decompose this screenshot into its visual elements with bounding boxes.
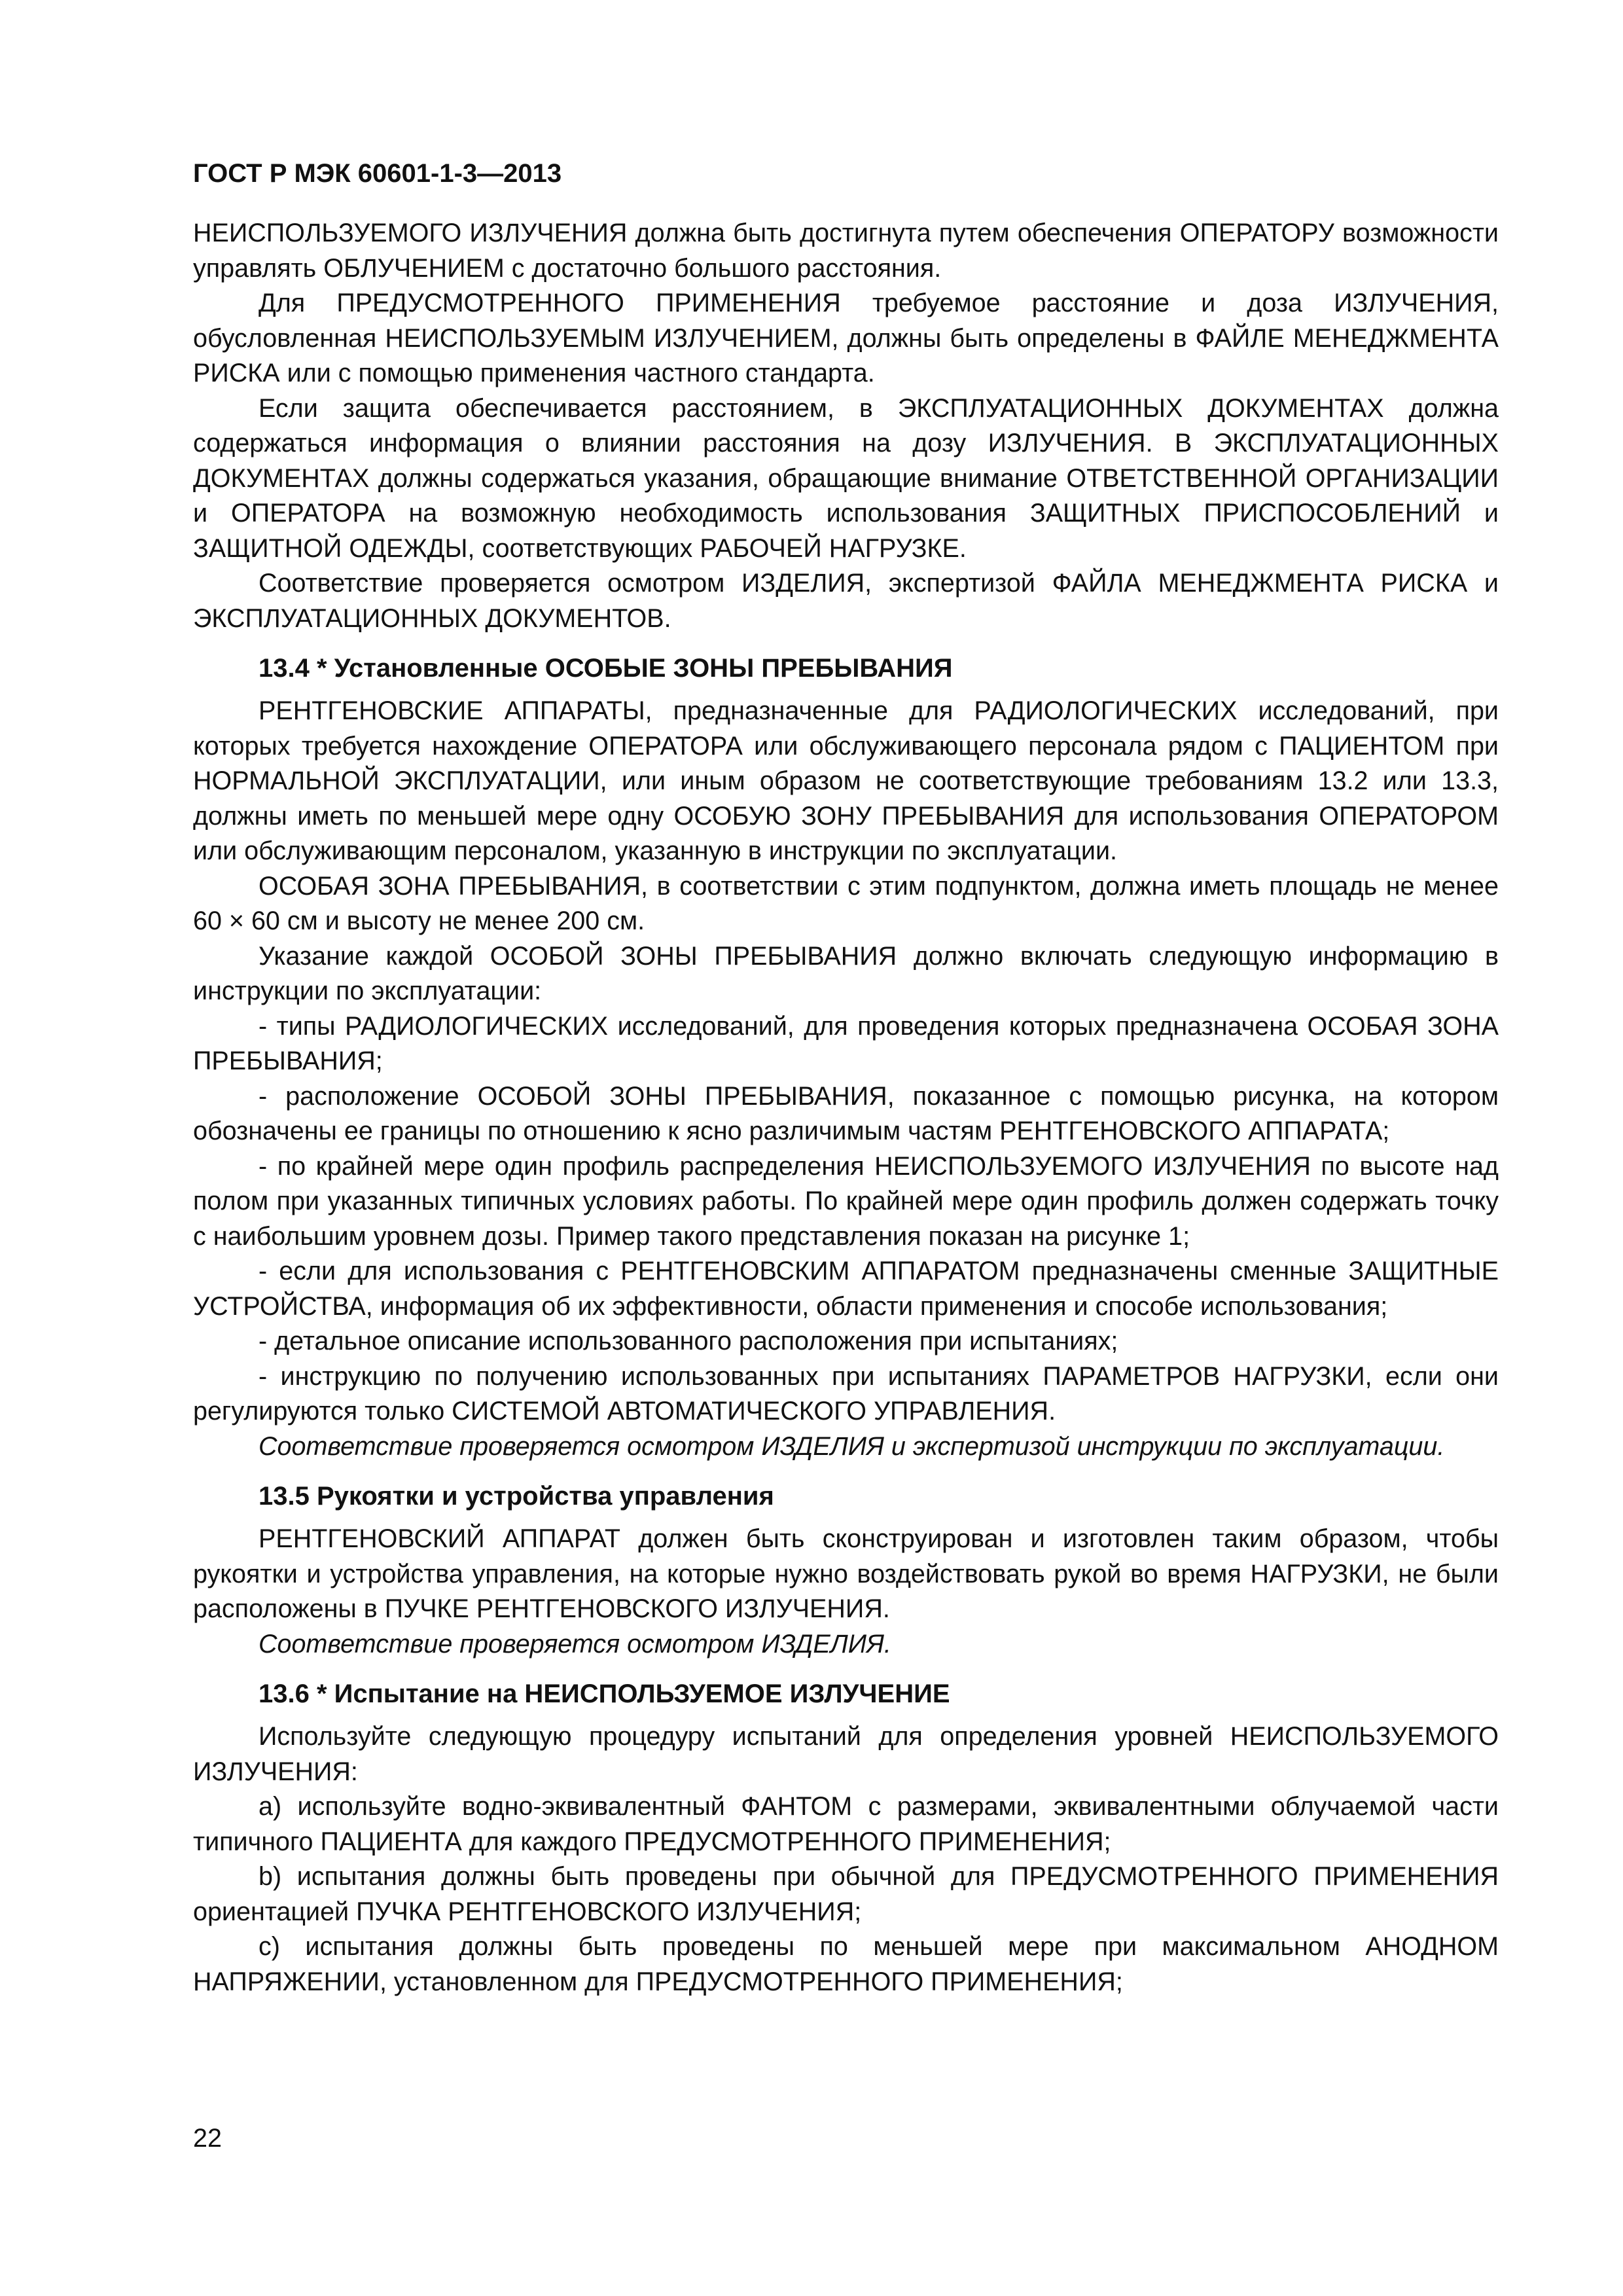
document-header: ГОСТ Р МЭК 60601-1-3—2013 — [193, 159, 562, 188]
paragraph: НЕИСПОЛЬЗУЕМОГО ИЗЛУЧЕНИЯ должна быть достигнута путем обеспечения ОПЕРАТОРУ возможности управлять ОБЛУЧЕНИЕМ с достаточно большого расстояния. — [193, 219, 1499, 283]
section-heading-13-4: 13.4 * Установленные ОСОБЫЕ ЗОНЫ ПРЕБЫВАНИЯ — [259, 654, 953, 683]
compliance-paragraph: Соответствие проверяется осмотром ИЗДЕЛИЯ и экспертизой инструкции по эксплуатации. — [259, 1431, 1445, 1461]
paragraph: РЕНТГЕНОВСКИЙ АППАРАТ должен быть сконструирован и изготовлен таким образом, чтобы рукоятки и устройства управления, на которые нужно воздействовать рукой во время НАГРУЗКИ, не были расположены в ПУЧКЕ РЕНТГЕНОВСКОГО ИЗЛУЧЕНИЯ. — [193, 1524, 1499, 1623]
page-number: 22 — [193, 2124, 222, 2153]
list-item: - типы РАДИОЛОГИЧЕСКИХ исследований, для проведения которых предназначена ОСОБАЯ ЗОНА ПРЕБЫВАНИЯ; — [193, 1011, 1499, 1075]
list-item: - расположение ОСОБОЙ ЗОНЫ ПРЕБЫВАНИЯ, показанное с помощью рисунка, на котором обозначены ее границы по отношению к ясно различимым частям РЕНТГЕНОВСКОГО АППАРАТА; — [193, 1081, 1499, 1145]
list-item: - если для использования с РЕНТГЕНОВСКИМ АППАРАТОМ предназначены сменные ЗАЩИТНЫЕ УСТРОЙСТВА, информация об их эффективности, области применения и способе использования; — [193, 1257, 1499, 1321]
paragraph: Для ПРЕДУСМОТРЕННОГО ПРИМЕНЕНИЯ требуемое расстояние и доза ИЗЛУЧЕНИЯ, обусловленная НЕИСПОЛЬЗУЕМЫМ ИЗЛУЧЕНИЕМ, должны быть определены в ФАЙЛЕ МЕНЕДЖМЕНТА РИСКА или с помощью применения частного стандарта. — [193, 289, 1499, 387]
paragraph: Если защита обеспечивается расстоянием, в ЭКСПЛУАТАЦИОННЫХ ДОКУМЕНТАХ должна содержаться информация о влиянии расстояния на дозу ИЗЛУЧЕНИЯ. В ЭКСПЛУАТАЦИОННЫХ ДОКУМЕНТАХ должны содержаться указания, обращающие внимание ОТВЕТСТВЕННОЙ ОРГАНИЗАЦИИ и ОПЕРАТОРА на возможную необходимость использования ЗАЩИТНЫХ ПРИСПОСОБЛЕНИЙ и ЗАЩИТНОЙ ОДЕЖДЫ, соответствующих РАБОЧЕЙ НАГРУЗКЕ. — [193, 393, 1499, 563]
paragraph: Указание каждой ОСОБОЙ ЗОНЫ ПРЕБЫВАНИЯ должно включать следующую информацию в инструкции по эксплуатации: — [193, 941, 1499, 1005]
section-heading-13-6: 13.6 * Испытание на НЕИСПОЛЬЗУЕМОЕ ИЗЛУЧЕНИЕ — [259, 1679, 950, 1708]
paragraph: ОСОБАЯ ЗОНА ПРЕБЫВАНИЯ, в соответствии с этим подпунктом, должна иметь площадь не менее 60 × 60 см и высоту не менее 200 см. — [193, 871, 1499, 935]
list-item: - по крайней мере один профиль распределения НЕИСПОЛЬЗУЕМОГО ИЗЛУЧЕНИЯ по высоте над полом при указанных типичных условиях работы. По крайней мере один профиль должен содержать точку с наибольшим уровнем дозы. Пример такого представления показан на рисунке 1; — [193, 1151, 1499, 1251]
list-item: c) испытания должны быть проведены по меньшей мере при максимальном АНОДНОМ НАПРЯЖЕНИИ, установленном для ПРЕДУСМОТРЕННОГО ПРИМЕНЕНИЯ; — [193, 1932, 1499, 1996]
section-heading-13-5: 13.5 Рукоятки и устройства управления — [259, 1482, 774, 1511]
list-item: a) используйте водно-эквивалентный ФАНТОМ с размерами, эквивалентными облучаемой части типичного ПАЦИЕНТА для каждого ПРЕДУСМОТРЕННОГО ПРИМЕНЕНИЯ; — [193, 1792, 1499, 1856]
paragraph: РЕНТГЕНОВСКИЕ АППАРАТЫ, предназначенные для РАДИОЛОГИЧЕСКИХ исследований, при которых требуется нахождение ОПЕРАТОРА или обслуживающего персонала рядом с ПАЦИЕНТОМ при НОРМАЛЬНОЙ ЭКСПЛУАТАЦИИ, или иным образом не соответствующие требованиям 13.2 или 13.3, должны иметь по меньшей мере одну ОСОБУЮ ЗОНУ ПРЕБЫВАНИЯ для использования ОПЕРАТОРОМ или обслуживающим персоналом, указанную в инструкции по эксплуатации. — [193, 696, 1499, 865]
compliance-paragraph: Соответствие проверяется осмотром ИЗДЕЛИЯ, экспертизой ФАЙЛА МЕНЕДЖМЕНТА РИСКА и ЭКСПЛУАТАЦИОННЫХ ДОКУМЕНТОВ. — [193, 569, 1499, 633]
compliance-paragraph: Соответствие проверяется осмотром ИЗДЕЛИЯ. — [259, 1629, 891, 1659]
list-item: b) испытания должны быть проведены при обычной для ПРЕДУСМОТРЕННОГО ПРИМЕНЕНИЯ ориентацией ПУЧКА РЕНТГЕНОВСКОГО ИЗЛУЧЕНИЯ; — [193, 1862, 1499, 1926]
list-item: - инструкцию по получению использованных при испытаниях ПАРАМЕТРОВ НАГРУЗКИ, если они регулируются только СИСТЕМОЙ АВТОМАТИЧЕСКОГО УПРАВЛЕНИЯ. — [193, 1361, 1499, 1426]
paragraph: Используйте следующую процедуру испытаний для определения уровней НЕИСПОЛЬЗУЕМОГО ИЗЛУЧЕНИЯ: — [193, 1722, 1499, 1786]
list-item: - детальное описание использованного расположения при испытаниях; — [259, 1327, 1118, 1355]
